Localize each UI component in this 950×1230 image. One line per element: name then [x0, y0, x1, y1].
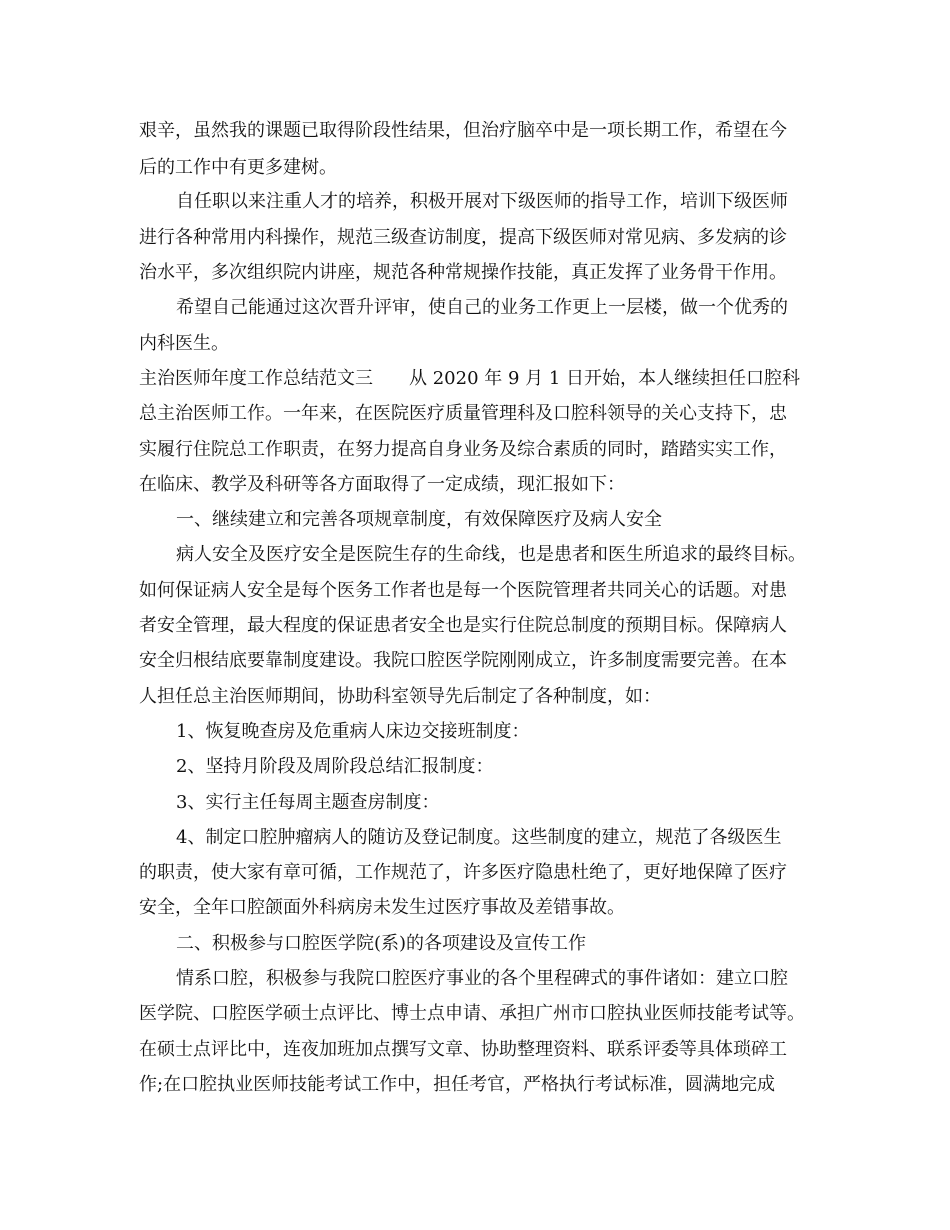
body-text-line: 安全，全年口腔颌面外科病房未发生过医疗事故及差错事故。: [139, 897, 625, 918]
section-heading: 一、继续建立和完善各项规章制度，有效保障医疗及病人安全: [176, 509, 662, 530]
body-text-line: 作;在口腔执业医师技能考试工作中，担任考官，严格执行考试标准，圆满地完成: [139, 1074, 776, 1095]
section-title-line: 主治医师年度工作总结范文三 从 2020 年 9 月 1 日开始，本人继续担任口腔科: [139, 368, 801, 389]
body-text-line: 总主治医师工作。一年来，在医院医疗质量管理科及口腔科领导的关心支持下，忠: [139, 403, 787, 424]
list-item: 4、制定口腔肿瘤病人的随访及登记制度。这些制度的建立，规范了各级医生: [176, 827, 782, 848]
body-text-line: 医学院、口腔医学硕士点评比、博士点申请、承担广州市口腔执业医师技能考试等。: [139, 1003, 805, 1024]
list-item: 3、实行主任每周主题查房制度：: [176, 792, 440, 813]
list-item: 2、坚持月阶段及周阶段总结汇报制度：: [176, 756, 494, 777]
body-text-line: 人担任总主治医师期间，协助科室领导先后制定了各种制度，如：: [139, 686, 661, 707]
body-text-line: 在临床、教学及科研等各方面取得了一定成绩，现汇报如下：: [139, 474, 625, 495]
body-text-line: 实履行住院总工作职责，在努力提高自身业务及综合素质的同时，踏踏实实工作，: [139, 439, 787, 460]
body-text-line: 治水平，多次组织院内讲座，规范各种常规操作技能，真正发挥了业务骨干作用。: [139, 262, 787, 283]
body-text-line: 艰辛，虽然我的课题已取得阶段性结果，但治疗脑卒中是一项长期工作，希望在今: [139, 120, 787, 141]
paragraph-start-line: 希望自己能通过这次晋升评审，使自己的业务工作更上一层楼，做一个优秀的: [176, 297, 788, 318]
body-text-line: 内科医生。: [139, 333, 229, 354]
body-text-line: 如何保证病人安全是每个医务工作者也是每一个医院管理者共同关心的话题。对患: [139, 580, 787, 601]
list-item: 1、恢复晚查房及危重病人床边交接班制度：: [176, 721, 530, 742]
body-text-line: 安全归根结底要靠制度建设。我院口腔医学院刚刚成立，许多制度需要完善。在本: [139, 650, 787, 671]
body-text-line: 的职责，使大家有章可循，工作规范了，许多医疗隐患杜绝了，更好地保障了医疗: [139, 862, 787, 883]
paragraph-start-line: 自任职以来注重人才的培养，积极开展对下级医师的指导工作，培训下级医师: [176, 191, 788, 212]
body-text-line: 在硕士点评比中，连夜加班加点撰写文章、协助整理资料、联系评委等具体琐碎工: [139, 1039, 787, 1060]
body-text-line: 进行各种常用内科操作，规范三级查访制度，提高下级医师对常见病、多发病的诊: [139, 227, 787, 248]
paragraph-start-line: 情系口腔，积极参与我院口腔医疗事业的各个里程碑式的事件诸如：建立口腔: [176, 968, 788, 989]
section-heading: 二、积极参与口腔医学院(系)的各项建设及宣传工作: [176, 933, 587, 954]
body-text-line: 后的工作中有更多建树。: [139, 157, 337, 178]
body-text-line: 者安全管理，最大程度的保证患者安全也是实行住院总制度的预期目标。保障病人: [139, 615, 787, 636]
paragraph-start-line: 病人安全及医疗安全是医院生存的生命线，也是患者和医生所追求的最终目标。: [176, 544, 806, 565]
